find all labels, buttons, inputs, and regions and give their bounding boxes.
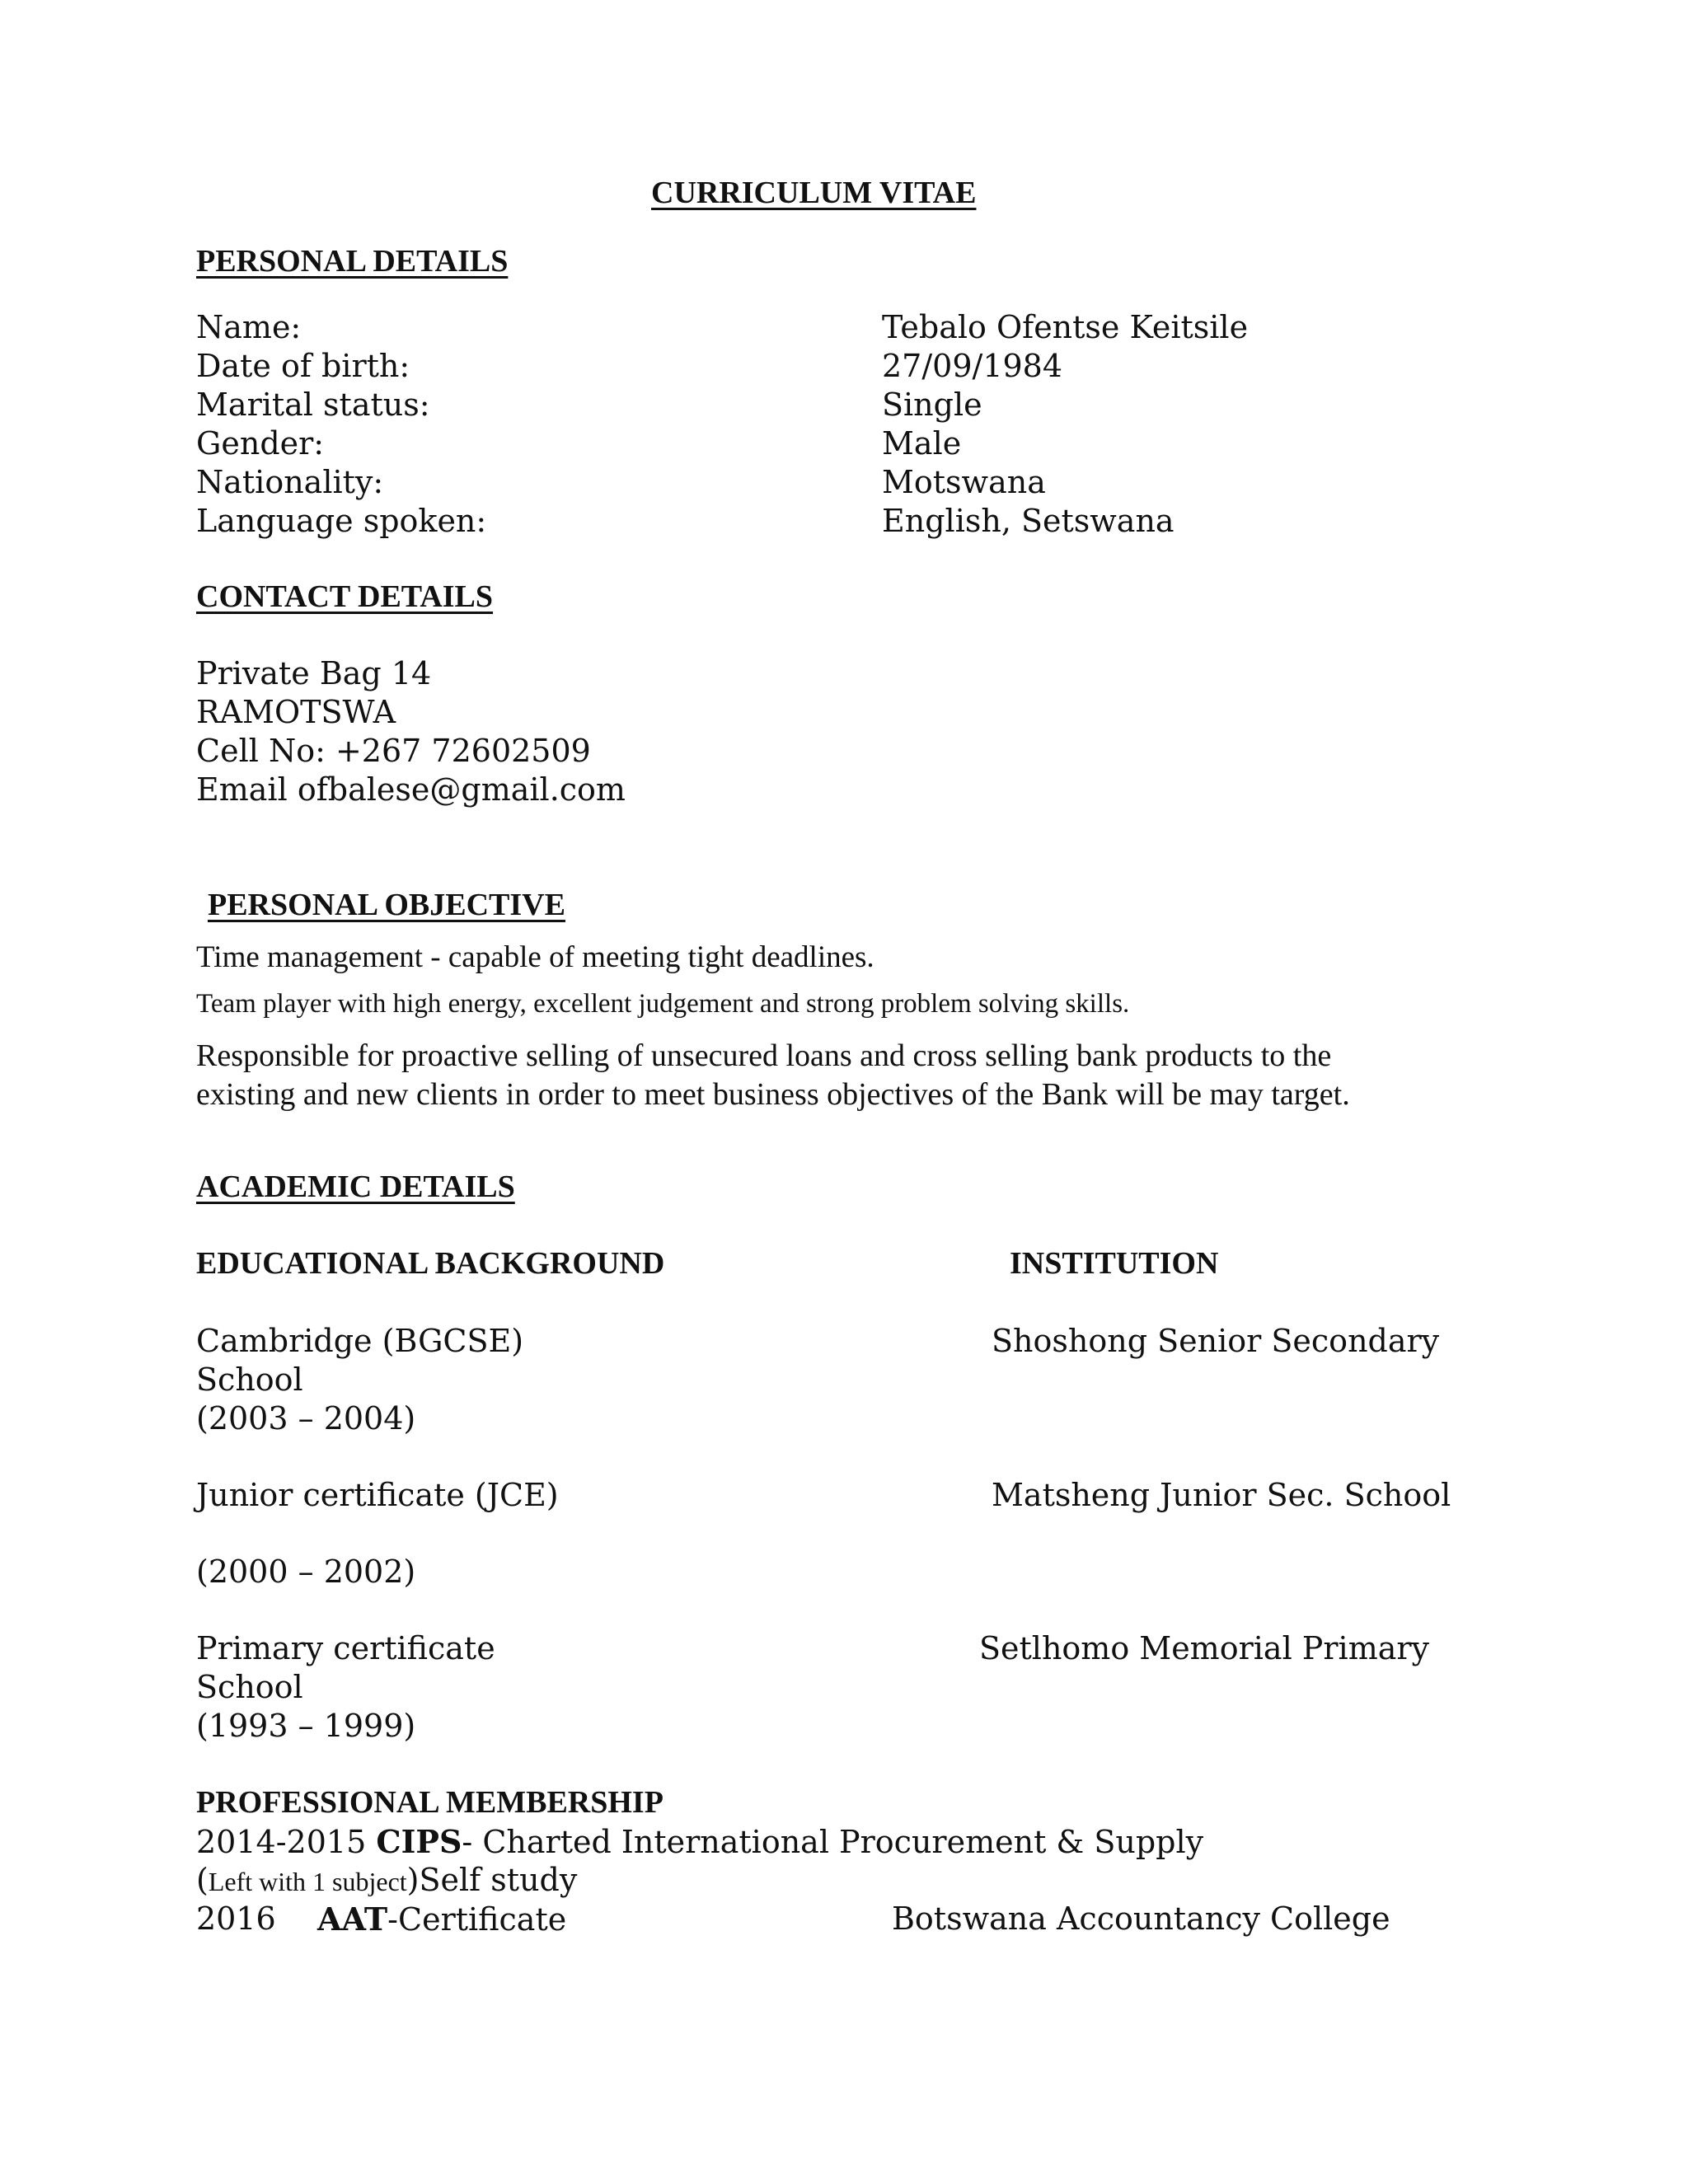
educational-background-header: EDUCATIONAL BACKGROUND xyxy=(196,1246,665,1281)
cell-number: Cell No: +267 72602509 xyxy=(196,733,591,769)
nationality-label: Nationality: xyxy=(196,464,384,500)
cips-abbreviation: CIPS xyxy=(376,1823,462,1860)
dob-label: Date of birth: xyxy=(196,348,410,384)
aat-abbreviation: AAT xyxy=(317,1900,388,1938)
academic-details-heading: ACADEMIC DETAILS xyxy=(196,1169,515,1204)
email-address: Email ofbalese@gmail.com xyxy=(196,771,626,808)
cips-name: - Charted International Procurement & Supply xyxy=(462,1824,1204,1860)
qualification-jce: Junior certificate (JCE) xyxy=(196,1477,559,1513)
cips-note: Left with 1 subject xyxy=(208,1867,407,1896)
aat-year: 2016 xyxy=(196,1900,276,1937)
aat-name: -Certificate xyxy=(387,1901,567,1938)
dob-value: 27/09/1984 xyxy=(882,348,1063,384)
qualification-bgcse: Cambridge (BGCSE) xyxy=(196,1323,524,1359)
years-bgcse: (2003 – 2004) xyxy=(196,1400,416,1436)
years-primary: (1993 – 1999) xyxy=(196,1708,416,1744)
aat-line xyxy=(317,1900,566,1938)
marital-status-label: Marital status: xyxy=(196,387,430,423)
cips-note-line xyxy=(196,1862,577,1898)
objective-line-2: Team player with high energy, excellent judgement and strong problem solving skills. xyxy=(196,989,1130,1019)
professional-membership-heading: PROFESSIONAL MEMBERSHIP xyxy=(196,1785,663,1820)
objective-line-3: Responsible for proactive selling of unsecured loans and cross selling bank products to the xyxy=(196,1038,1332,1073)
cips-study-mode: Self study xyxy=(419,1862,578,1898)
nationality-value: Motswana xyxy=(882,464,1046,500)
cips-years: 2014-2015 xyxy=(196,1824,367,1860)
contact-details-heading: CONTACT DETAILS xyxy=(196,579,494,614)
institution-matsheng: Matsheng Junior Sec. School xyxy=(992,1477,1451,1513)
objective-line-4: existing and new clients in order to meet business objectives of the Bank will be may target. xyxy=(196,1077,1350,1112)
institution-shoshong-wrap: School xyxy=(196,1361,303,1398)
institution-header: INSTITUTION xyxy=(1010,1246,1219,1281)
institution-setlhomo: Setlhomo Memorial Primary xyxy=(979,1630,1430,1666)
years-jce: (2000 – 2002) xyxy=(196,1554,416,1590)
town-line: RAMOTSWA xyxy=(196,694,396,730)
personal-objective-heading: PERSONAL OBJECTIVE xyxy=(208,888,565,922)
gender-value: Male xyxy=(882,425,962,462)
cips-note-open: ( xyxy=(196,1862,209,1898)
name-label: Name: xyxy=(196,309,302,345)
document-title: CURRICULUM VITAE xyxy=(651,176,977,210)
language-value: English, Setswana xyxy=(882,503,1175,539)
institution-setlhomo-wrap: School xyxy=(196,1669,303,1705)
qualification-primary: Primary certificate xyxy=(196,1630,495,1666)
language-label: Language spoken: xyxy=(196,503,487,539)
institution-shoshong: Shoshong Senior Secondary xyxy=(992,1323,1440,1359)
cips-note-close: ) xyxy=(406,1862,420,1898)
objective-line-1: Time management - capable of meeting tight deadlines. xyxy=(196,940,874,974)
address-line: Private Bag 14 xyxy=(196,655,432,691)
name-value: Tebalo Ofentse Keitsile xyxy=(882,309,1249,345)
marital-status-value: Single xyxy=(882,387,982,423)
cips-line xyxy=(196,1823,1203,1860)
aat-institution: Botswana Accountancy College xyxy=(892,1900,1390,1937)
personal-details-heading: PERSONAL DETAILS xyxy=(196,244,509,279)
gender-label: Gender: xyxy=(196,425,325,462)
